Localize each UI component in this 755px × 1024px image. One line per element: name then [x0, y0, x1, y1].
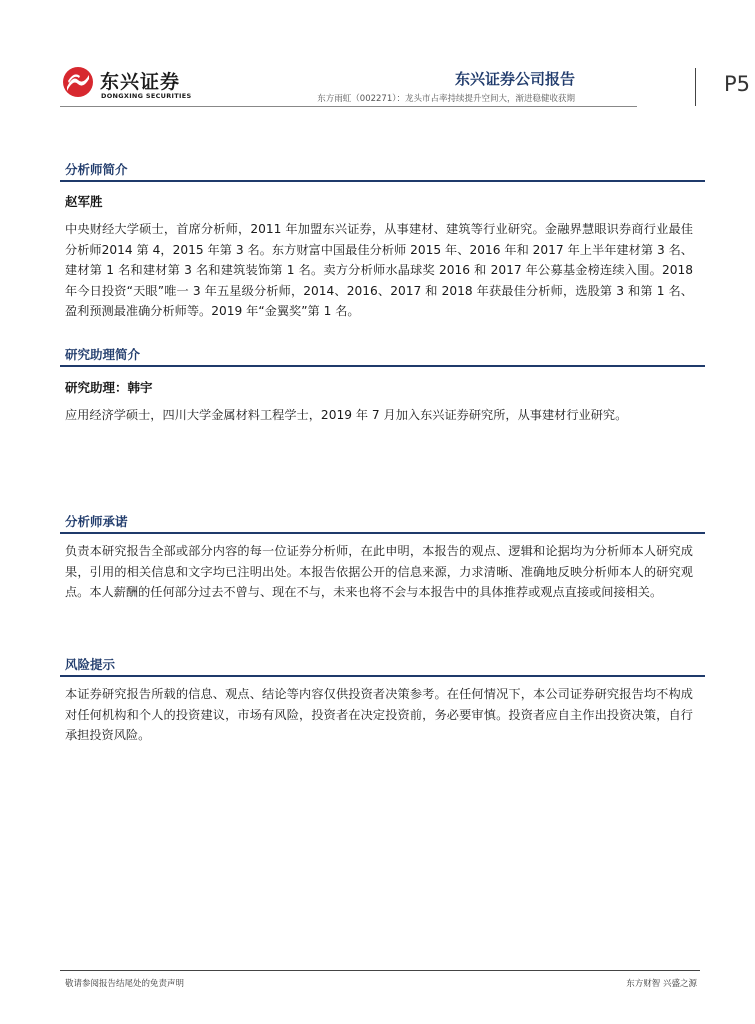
section-rule	[60, 180, 705, 182]
section-title-risk: 风险提示	[65, 657, 116, 672]
section-rule	[60, 532, 705, 534]
section-title-commitment: 分析师承诺	[65, 514, 128, 529]
commitment-text: 负责本研究报告全部或部分内容的每一位证券分析师，在此申明，本报告的观点、逻辑和论据均为分析师本人研究成果，引用的相关信息和文字均已注明出处。本报告依据公开的信息来源，力求清晰、准确地反映分析师本人的研究观点。本人薪酬的任何部分过去不曾与、现在不与，未来也将不会与本报告中的具体推荐或观点直接或间接相关。	[65, 544, 693, 599]
footer-slogan: 东方财智 兴盛之源	[626, 979, 697, 989]
assistant-bio: 应用经济学硕士，四川大学金属材料工程学士，2019 年 7 月加入东兴证券研究所，从事建材行业研究。	[65, 408, 628, 422]
dongxing-logo-icon	[62, 66, 94, 98]
section-rule	[60, 365, 705, 367]
page-header	[60, 60, 751, 110]
analyst-bio: 中央财经大学硕士，首席分析师，2011 年加盟东兴证券，从事建材、建筑等行业研究。金融界慧眼识券商行业最佳分析师2014 第 4，2015 年第 3 名。东方财富中国最佳分析师 2015 年、2016 年和 2017 年上半年建材第 3 名、建材第 1 名和建材第 3 名和建筑装饰第 1 名。卖方分析师水晶球奖 2016 和 2017 年公募基金榜连续入围。2018 年今日投资“天眼”唯一 3 年五星级分析师，2014、2016、2017 和 2018 年获最佳分析师，选股第 3 和第 1 名、盈利预测最准确分析师等。2019 年“金翼奖”第 1 名。	[65, 222, 693, 318]
section-title-assistant: 研究助理简介	[65, 347, 141, 362]
logo-text: 东兴证券	[100, 71, 181, 93]
assistant-name: 研究助理：韩宇	[65, 380, 153, 395]
footer-rule	[60, 970, 700, 971]
header-divider	[695, 68, 696, 106]
risk-text: 本证券研究报告所载的信息、观点、结论等内容仅供投资者决策参考。在任何情况下，本公司证券研究报告均不构成对任何机构和个人的投资建议，市场有风险，投资者在决定投资前，务必要审慎。投资者应自主作出投资决策，自行承担投资风险。	[65, 687, 693, 742]
logo-english-text: DONGXING SECURITIES	[101, 92, 192, 100]
header-rule	[60, 106, 637, 107]
section-title-analyst: 分析师简介	[65, 162, 128, 177]
section-rule	[60, 675, 705, 677]
page-number: P5	[724, 72, 751, 96]
footer-disclaimer-note: 敬请参阅报告结尾处的免责声明	[65, 979, 185, 989]
report-subtitle: 东方雨虹（002271）：龙头市占率持续提升空间大，渐进稳健收获期	[317, 94, 575, 104]
analyst-name: 赵军胜	[65, 194, 103, 209]
report-name: 东兴证券公司报告	[454, 70, 575, 88]
